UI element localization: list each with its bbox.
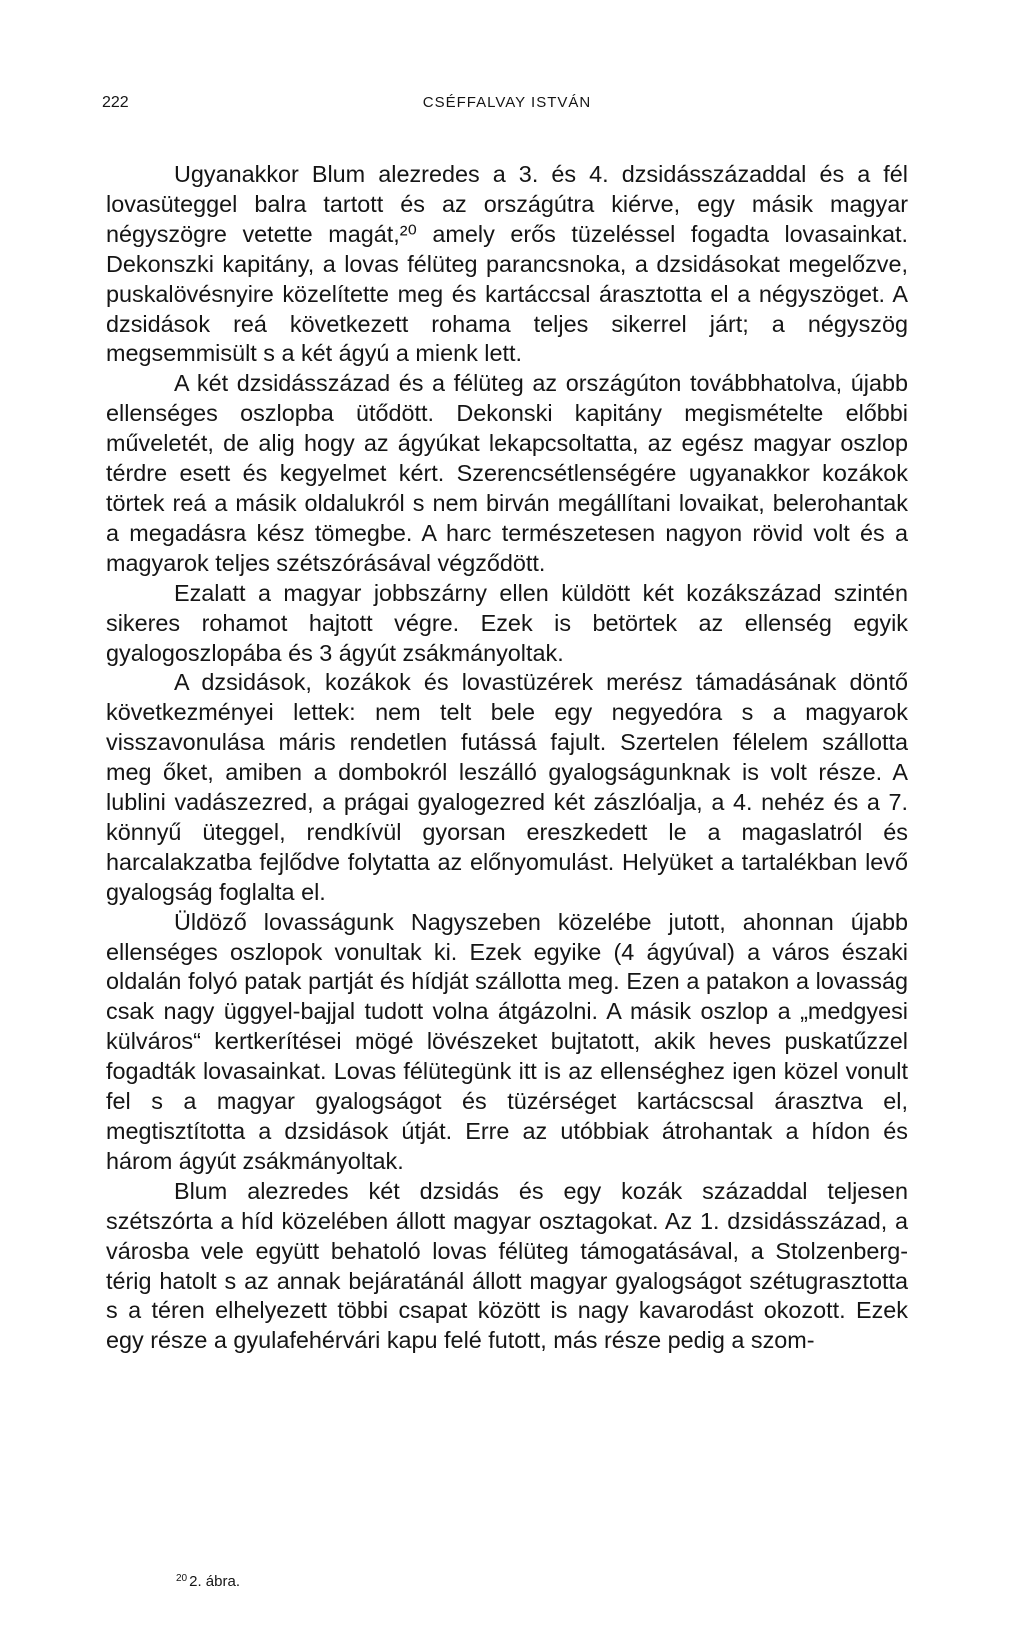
body-text bbox=[106, 160, 908, 1356]
paragraph: A dzsidások, kozákok és lovastüzérek merész támadásának döntő következményei lettek: nem telt bele egy negyedóra s a magyarok visszavonulása máris rendetlen futássá fajult. Szertelen félelem szállotta meg őket, amiben a dombokról leszálló gyalogságunknak is volt része. A lublini vadászezred, a prágai gyalogezred két zászlóalja, a 4. nehéz és a 7. könnyű üteggel, rendkívül gyorsan ereszkedett le a magaslatról és harcalakzatba fejlődve folytatta az előnyomulást. Helyüket a tartalékban levő gyalogság foglalta el. bbox=[106, 669, 908, 905]
running-head bbox=[102, 94, 912, 120]
paragraph: Ezalatt a magyar jobbszárny ellen küldött két kozákszázad szintén sikeres rohamot hajtott végre. Ezek is betörtek az ellenség egyik gyalogoszlopába és 3 ágyút zsákmányoltak. bbox=[106, 579, 908, 666]
footnote-text: 2. ábra. bbox=[189, 1573, 240, 1590]
footnote bbox=[176, 1573, 240, 1590]
running-title: CSÉFFALVAY ISTVÁN bbox=[422, 94, 592, 111]
page-number: 222 bbox=[102, 94, 129, 111]
paragraph: A két dzsidásszázad és a félüteg az országúton továbbhatolva, újabb ellenséges oszlopba ütődött. Dekonski kapitány megismételte előbbi műveletét, de alig hogy az ágyúkat lekapcsoltatta, az egész magyar oszlop térdre esett és kegyelmet kért. Szerencsétlenségére ugyanakkor kozákok törtek reá a másik oldalukról s nem birván megállítani lovaikat, belerohantak a megadásra kész tömegbe. A harc természetesen nagyon rövid volt és a magyarok teljes szétszórásával végződött. bbox=[106, 370, 908, 576]
paragraph: Üldöző lovasságunk Nagyszeben közelébe jutott, ahonnan újabb ellenséges oszlopok vonultak ki. Ezek egyike (4 ágyúval) a város északi oldalán folyó patak partját és hídját szállotta meg. Ezen a patakon a lovasság csak nagy üggyel-bajjal tudott volna átgázolni. A másik oszlop a „medgyesi külváros“ kertkerítései mögé lövészeket bujtatott, akik heves puskatűzzel fogadták lovasainkat. Lovas félütegünk itt is az ellenséghez igen közel vonult fel s a magyar gyalogságot és tüzérséget kartácscsal árasztva el, megtisztította a dzsidások útját. Erre az utóbbiak átrohantak a hídon és három ágyút zsákmányoltak. bbox=[106, 908, 908, 1174]
paragraph: Ugyanakkor Blum alezredes a 3. és 4. dzsidásszázaddal és a fél lovasüteggel balra tartott és az országútra kiérve, egy másik magyar négyszögre vetette magát,²⁰ amely erős tüzeléssel fogadta lovasainkat. Dekonszki kapitány, a lovas félüteg parancsnoka, a dzsidásokat megelőzve, puskalövésnyire közelítette meg és kartáccsal árasztotta el a négyszöget. A dzsidások reá következett rohama teljes sikerrel járt; a négyszög megsemmisült s a két ágyú a mienk lett. bbox=[106, 161, 908, 367]
paragraph: Blum alezredes két dzsidás és egy kozák századdal teljesen szétszórta a híd közelében állott magyar osztagokat. Az 1. dzsidásszázad, a városba vele együtt behatoló lovas félüteg támogatásával, a Stolzenberg-térig hatolt s az annak bejáratánál állott magyar gyalogságot szétugrasztotta s a téren elhelyezett többi csapat között is nagy kavarodást okozott. Ezek egy része a gyulafehérvári kapu felé futott, más része pedig a szom- bbox=[106, 1177, 908, 1354]
footnote-marker: 20 bbox=[176, 1573, 188, 1584]
